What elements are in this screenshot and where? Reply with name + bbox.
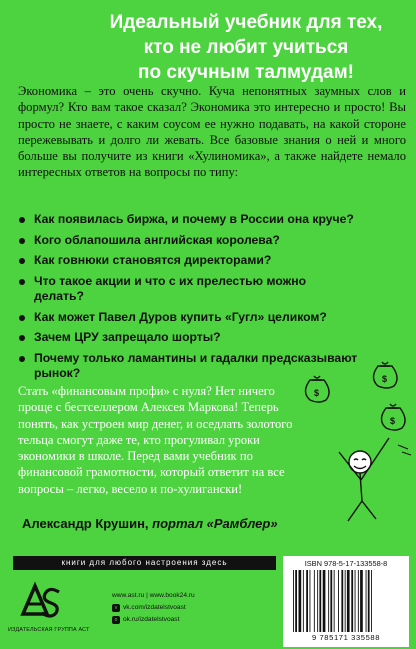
svg-text:$: $ bbox=[314, 388, 320, 398]
barcode-bar bbox=[347, 570, 350, 632]
barcode-bar bbox=[295, 570, 297, 632]
isbn-text: ISBN 978-5-17-133558-8 bbox=[304, 559, 388, 568]
barcode bbox=[291, 570, 401, 632]
ast-logo bbox=[17, 580, 61, 618]
barcode-bar bbox=[334, 570, 335, 632]
barcode-bar bbox=[368, 570, 370, 632]
svg-text:$: $ bbox=[382, 374, 388, 384]
review-quote bbox=[22, 515, 402, 532]
headline-line-3: по скучным талмудам! bbox=[138, 62, 354, 83]
barcode-bar bbox=[338, 570, 339, 632]
vk-label: vk.com/izdatelstvoast bbox=[123, 604, 186, 611]
question-item: Как говнюки становятся директорами? bbox=[18, 253, 358, 269]
barcode-bar bbox=[351, 570, 353, 632]
headline-line-1: Идеальный учебник для тех, bbox=[109, 12, 383, 33]
headline-line-2: кто не любит учиться bbox=[143, 37, 349, 58]
vk-link[interactable] bbox=[112, 602, 262, 614]
ok-link[interactable] bbox=[112, 614, 262, 626]
quote-author: Александр Крушин, bbox=[22, 516, 149, 531]
question-item: Как может Павел Дуров купить «Гугл» целиком? bbox=[18, 310, 358, 326]
question-item: Почему только ламантины и гадалки предсказывают рынок? bbox=[18, 351, 358, 382]
barcode-bar bbox=[341, 570, 343, 632]
question-item: Что такое акции и что с их прелестью можно делать? bbox=[18, 274, 358, 305]
barcode-bar bbox=[314, 570, 315, 632]
websites-link[interactable] bbox=[112, 590, 262, 602]
stick-figure-illustration bbox=[290, 350, 416, 525]
question-item: Кого облапошила английская королева? bbox=[18, 233, 358, 249]
ok-label: ok.ru/izdatelstvoast bbox=[123, 616, 180, 623]
intro-paragraph: Экономика – это очень скучно. Куча непонятных заумных слов и формул? Кто вам такое сказал? Экономика это интересно и просто! Вы просто не знаете, с каким соусом ее нужно подавать, на какой стороне пережевывать и долго ли жевать. Все базовые знания о ней и много больше вы получите из книги «Хулиномика», а также найдете немало интересных ответов на вопросы по типу: bbox=[18, 84, 406, 180]
barcode-panel bbox=[283, 556, 409, 647]
footer-slogan-band: книги для любого настроения здесь bbox=[13, 556, 276, 570]
quote-source: портал «Рамблер» bbox=[152, 516, 278, 531]
barcode-bar bbox=[323, 570, 326, 632]
vk-icon: v bbox=[112, 604, 120, 612]
barcode-bar bbox=[303, 570, 304, 632]
publisher-caption: ИЗДАТЕЛЬСКАЯ ГРУППА АСТ bbox=[8, 627, 90, 633]
ean-text: 9 785171 335588 bbox=[311, 633, 381, 642]
barcode-bar bbox=[345, 570, 346, 632]
websites-label: www.ast.ru | www.book24.ru bbox=[112, 592, 195, 599]
barcode-bar bbox=[299, 570, 302, 632]
barcode-bar bbox=[317, 570, 318, 632]
barcode-bar bbox=[358, 570, 359, 632]
svg-text:$: $ bbox=[390, 416, 396, 426]
question-item: Как появилась биржа, и почему в России она круче? bbox=[18, 212, 358, 228]
promo-paragraph: Стать «финансовым профи» с нуля? Нет ничего проще с бестселлером Алексея Маркова! Теперь понять, как устроен мир денег, и оседлать золотого тельца смогут даже те, кто прогуливал уроки экономики в школе. Перед вами учебник по финансовой грамотности, который ответит на все вопросы – легко, весело и по-хулигански! bbox=[18, 384, 293, 496]
barcode-bar bbox=[293, 570, 294, 632]
back-cover-headline bbox=[96, 10, 396, 85]
barcode-bar bbox=[366, 570, 367, 632]
barcode-bar bbox=[328, 570, 329, 632]
question-item: Зачем ЦРУ запрещало шорты? bbox=[18, 330, 358, 346]
barcode-bar bbox=[330, 570, 332, 632]
barcode-bar bbox=[319, 570, 321, 632]
ok-icon: o bbox=[112, 616, 120, 624]
barcode-bar bbox=[310, 570, 311, 632]
barcode-bar bbox=[355, 570, 356, 632]
barcode-bar bbox=[360, 570, 363, 632]
barcode-bar bbox=[306, 570, 308, 632]
barcode-bar bbox=[371, 570, 372, 632]
publisher-links bbox=[112, 590, 262, 626]
